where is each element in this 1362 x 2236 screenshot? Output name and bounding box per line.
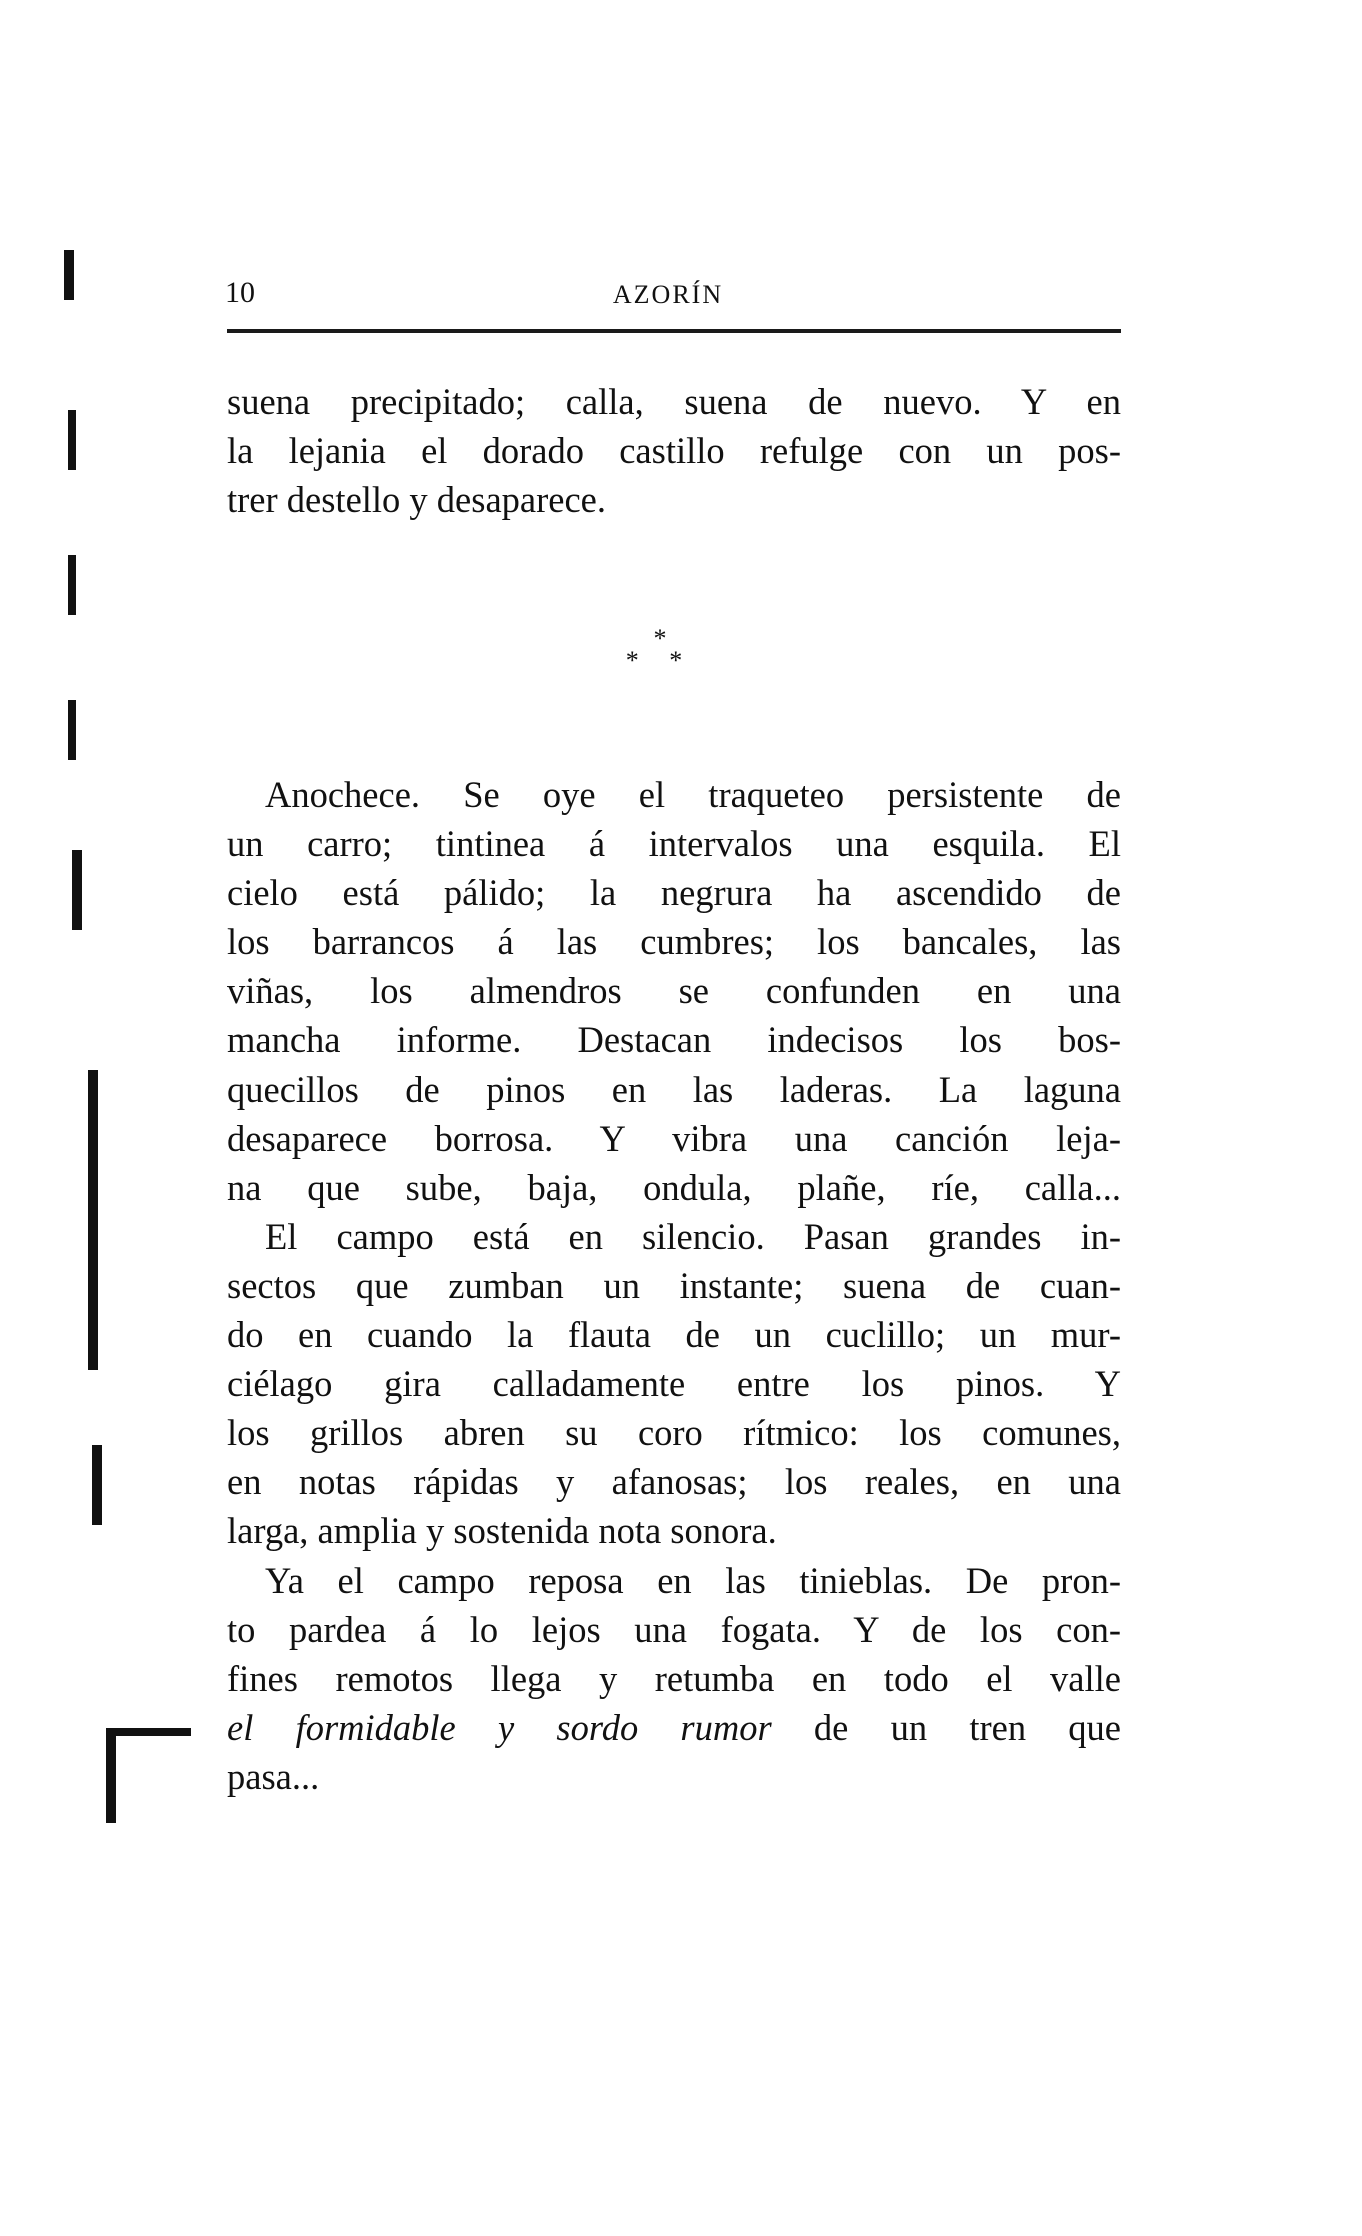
text-line: desaparece borrosa. Y vibra una canción leja- <box>227 1117 1121 1159</box>
text-line: cielo está pálido; la negrura ha ascendido de <box>227 872 1121 914</box>
scan-edge-mark <box>88 1070 98 1370</box>
text-line: to pardea á lo lejos una fogata. Y de los con- <box>227 1608 1121 1650</box>
text-line: pasa... <box>227 1755 320 1797</box>
asterism-separator: * * * <box>625 624 695 675</box>
running-head: AZORÍN <box>612 280 724 309</box>
text-line: Ya el campo reposa en las tinieblas. De pron- <box>265 1559 1121 1601</box>
scan-edge-mark <box>68 700 76 760</box>
text-line: larga, amplia y sostenida nota sonora. <box>227 1510 777 1552</box>
text-line: suena precipitado; calla, suena de nuevo. Y en <box>227 381 1121 422</box>
scan-edge-mark <box>106 1728 191 1736</box>
scan-edge-mark <box>72 850 82 930</box>
text-line: do en cuando la flauta de un cuclillo; un mur- <box>227 1314 1121 1356</box>
text-line: mancha informe. Destacan indecisos los bos- <box>227 1019 1121 1061</box>
text-line: un carro; tintinea á intervalos una esquila. El <box>227 823 1121 865</box>
header-rule <box>227 329 1121 333</box>
text-line: ciélago gira calladamente entre los pinos. Y <box>227 1363 1121 1405</box>
scan-edge-mark <box>106 1728 116 1823</box>
text-line: los barrancos á las cumbres; los bancales, las <box>227 921 1121 963</box>
text-line: Anochece. Se oye el traqueteo persistente de <box>265 774 1121 815</box>
text-line: la lejania el dorado castillo refulge con un pos- <box>227 430 1121 472</box>
text-line: trer destello y desaparece. <box>227 479 606 521</box>
text-line: fines remotos llega y retumba en todo el valle <box>227 1657 1121 1699</box>
text-line: viñas, los almendros se confunden en una <box>227 970 1121 1012</box>
text-line: El campo está en silencio. Pasan grandes in- <box>265 1215 1121 1257</box>
text-line: los grillos abren su coro rítmico: los comunes, <box>227 1412 1121 1454</box>
text-line: el formidable y sordo rumor de un tren que <box>227 1706 1121 1748</box>
scan-edge-mark <box>68 410 76 470</box>
scan-edge-mark <box>68 555 76 615</box>
text-line: na que sube, baja, ondula, plañe, ríe, calla... <box>227 1166 1121 1208</box>
paragraph <box>227 770 1121 1801</box>
text-line: en notas rápidas y afanosas; los reales, en una <box>227 1461 1121 1503</box>
paragraph <box>227 377 1121 524</box>
text-line: quecillos de pinos en las laderas. La laguna <box>227 1068 1121 1110</box>
page-number: 10 <box>225 276 255 309</box>
text-line: sectos que zumban un instante; suena de cuan- <box>227 1264 1121 1306</box>
scan-edge-mark <box>92 1445 102 1525</box>
